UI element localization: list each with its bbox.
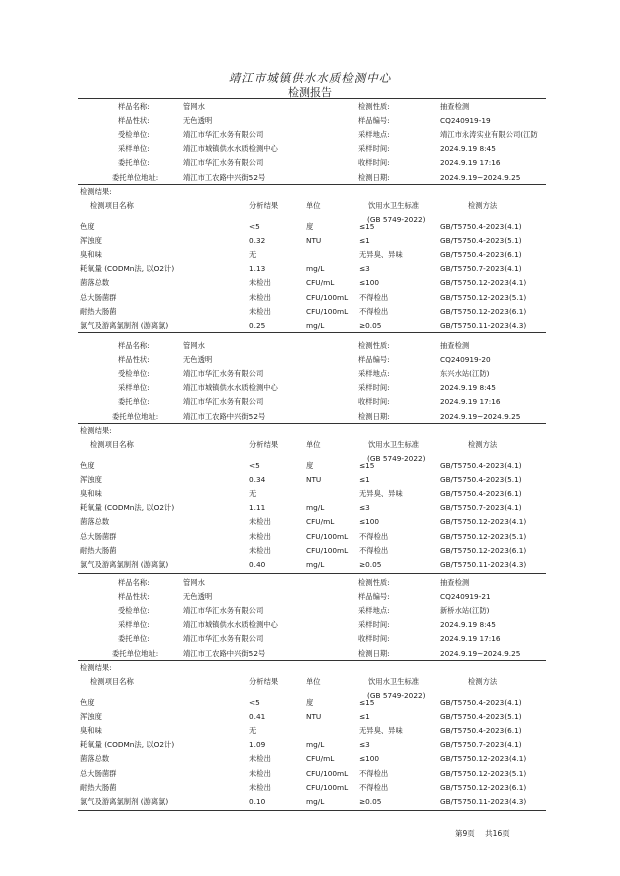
cell-standard: 不得检出 bbox=[359, 531, 389, 541]
cell-unit: CFU/100mL bbox=[306, 545, 349, 555]
table-row bbox=[0, 305, 620, 319]
field-label: 收样时间: bbox=[358, 158, 390, 168]
field-label: 样品名称: bbox=[118, 102, 150, 111]
info-row bbox=[0, 367, 620, 381]
header-method: 检测方法 bbox=[468, 200, 498, 210]
cell-unit: CFU/mL bbox=[306, 754, 335, 764]
header-item: 检测项目名称 bbox=[90, 200, 134, 210]
block-end-divider bbox=[78, 332, 546, 333]
cell-unit: NTU bbox=[306, 474, 322, 484]
page-number: 第9页 bbox=[455, 829, 475, 838]
cell-standard: ≤100 bbox=[359, 278, 380, 288]
cell-method: GB/T5750.12-2023(4.1) bbox=[440, 517, 527, 527]
table-header-row bbox=[0, 675, 620, 689]
cell-result: 1.11 bbox=[249, 503, 266, 513]
cell-standard: 不得检出 bbox=[359, 782, 389, 792]
field-value: 2024.9.19 17:16 bbox=[440, 158, 501, 168]
field-label: 收样时间: bbox=[358, 634, 390, 644]
cell-standard: 不得检出 bbox=[359, 306, 389, 316]
info-row bbox=[0, 647, 620, 661]
cell-method: GB/T5750.12-2023(4.1) bbox=[440, 754, 527, 764]
cell-item: 臭和味 bbox=[80, 488, 102, 498]
field-label: 受检单位: bbox=[118, 130, 150, 140]
cell-item: 菌落总数 bbox=[80, 517, 110, 527]
cell-standard: 不得检出 bbox=[359, 292, 389, 302]
field-label: 采样时间: bbox=[358, 144, 390, 154]
header-unit: 单位 bbox=[306, 200, 321, 210]
cell-result: 0.34 bbox=[249, 474, 266, 484]
field-value: 靖江市华汇水务有限公司 bbox=[183, 130, 264, 140]
cell-result: 未检出 bbox=[249, 768, 271, 778]
field-value: 靖江市工农路中兴街52号 bbox=[183, 172, 266, 182]
table-row bbox=[0, 276, 620, 290]
field-label: 样品编号: bbox=[358, 116, 390, 126]
cell-result: 未检出 bbox=[249, 292, 271, 302]
field-value: 靖江市华汇水务有限公司 bbox=[183, 606, 264, 616]
cell-item: 浑浊度 bbox=[80, 235, 102, 245]
field-value: 2024.9.19 17:16 bbox=[440, 397, 501, 407]
info-row bbox=[0, 632, 620, 646]
cell-method: GB/T5750.7-2023(4.1) bbox=[440, 740, 522, 750]
cell-unit: NTU bbox=[306, 235, 322, 245]
cell-result: 1.09 bbox=[249, 740, 266, 750]
cell-standard: ≥0.05 bbox=[359, 320, 382, 330]
cell-result: <5 bbox=[249, 221, 260, 231]
cell-item: 臭和味 bbox=[80, 249, 102, 259]
field-value: CQ240919-19 bbox=[440, 116, 491, 126]
table-row bbox=[0, 234, 620, 248]
field-label: 样品性状: bbox=[118, 116, 150, 126]
cell-item: 臭和味 bbox=[80, 725, 102, 735]
table-row bbox=[0, 473, 620, 487]
field-label: 采样地点: bbox=[358, 606, 390, 616]
cell-result: 0.41 bbox=[249, 711, 266, 721]
cell-result: 未检出 bbox=[249, 531, 271, 541]
field-label: 委托单位: bbox=[118, 397, 150, 407]
field-label: 受检单位: bbox=[118, 606, 150, 616]
cell-method: GB/T5750.4-2023(5.1) bbox=[440, 474, 522, 484]
cell-unit: mg/L bbox=[306, 264, 325, 274]
cell-item: 菌落总数 bbox=[80, 278, 110, 288]
field-value: 2024.9.19~2024.9.25 bbox=[440, 172, 521, 182]
table-row bbox=[0, 248, 620, 262]
table-row bbox=[0, 752, 620, 766]
cell-item: 色度 bbox=[80, 221, 95, 231]
results-label-row bbox=[0, 661, 620, 675]
cell-result: 未检出 bbox=[249, 754, 271, 764]
field-label: 样品编号: bbox=[358, 355, 390, 365]
field-label: 委托单位地址: bbox=[112, 648, 159, 658]
organization-name: 靖江市城镇供水水质检测中心 bbox=[228, 71, 392, 85]
field-value: 管网水 bbox=[183, 578, 205, 587]
field-value: 管网水 bbox=[183, 341, 205, 350]
cell-standard: ≤15 bbox=[359, 221, 375, 231]
cell-method: GB/T5750.4-2023(6.1) bbox=[440, 249, 522, 259]
header-item: 检测项目名称 bbox=[90, 439, 134, 449]
cell-result: 无 bbox=[249, 249, 257, 259]
cell-result: 未检出 bbox=[249, 517, 271, 527]
cell-method: GB/T5750.4-2023(5.1) bbox=[440, 235, 522, 245]
field-value: 靖江市工农路中兴街52号 bbox=[183, 648, 266, 658]
report-title: 检测报告 bbox=[288, 86, 332, 99]
info-row bbox=[0, 576, 620, 590]
header-result: 分析结果 bbox=[249, 439, 279, 449]
cell-unit: mg/L bbox=[306, 320, 325, 330]
field-value: 新桥水站(江防) bbox=[440, 606, 490, 616]
page-footer bbox=[455, 828, 518, 839]
field-label: 委托单位地址: bbox=[112, 172, 159, 182]
cell-unit: mg/L bbox=[306, 559, 325, 569]
table-row bbox=[0, 220, 620, 234]
block-end-divider bbox=[78, 573, 546, 574]
cell-standard: ≤100 bbox=[359, 517, 380, 527]
cell-unit: NTU bbox=[306, 711, 322, 721]
field-value: 靖江市华汇水务有限公司 bbox=[183, 397, 264, 407]
table-row bbox=[0, 724, 620, 738]
cell-method: GB/T5750.4-2023(4.1) bbox=[440, 460, 522, 470]
cell-item: 耐热大肠菌 bbox=[80, 306, 117, 316]
cell-standard: 不得检出 bbox=[359, 768, 389, 778]
field-label: 检测性质: bbox=[358, 341, 390, 350]
cell-method: GB/T5750.11-2023(4.3) bbox=[440, 559, 527, 569]
field-label: 样品性状: bbox=[118, 592, 150, 602]
cell-unit: CFU/100mL bbox=[306, 782, 349, 792]
cell-item: 色度 bbox=[80, 460, 95, 470]
field-label: 委托单位地址: bbox=[112, 411, 159, 421]
cell-unit: mg/L bbox=[306, 503, 325, 513]
info-row bbox=[0, 604, 620, 618]
cell-unit: CFU/100mL bbox=[306, 768, 349, 778]
info-row bbox=[0, 618, 620, 632]
results-label-row bbox=[0, 424, 620, 438]
field-label: 检测性质: bbox=[358, 578, 390, 587]
field-value: 2024.9.19 17:16 bbox=[440, 634, 501, 644]
cell-result: 0.40 bbox=[249, 559, 266, 569]
field-label: 样品名称: bbox=[118, 341, 150, 350]
info-row bbox=[0, 114, 620, 128]
header-standard-code: (GB 5749-2022) bbox=[367, 214, 426, 224]
cell-item: 耗氧量 (CODMn法, 以O2计) bbox=[80, 503, 175, 513]
field-value: CQ240919-20 bbox=[440, 355, 491, 365]
cell-standard: ≤1 bbox=[359, 474, 370, 484]
header-standard-code: (GB 5749-2022) bbox=[367, 690, 426, 700]
field-label: 委托单位: bbox=[118, 158, 150, 168]
sample-block bbox=[0, 576, 620, 812]
results-label-row bbox=[0, 185, 620, 199]
cell-unit: CFU/100mL bbox=[306, 306, 349, 316]
table-row bbox=[0, 558, 620, 572]
header-standard: 饮用水卫生标准 bbox=[368, 200, 420, 210]
field-value: 抽查检测 bbox=[440, 102, 470, 111]
header-result: 分析结果 bbox=[249, 200, 279, 210]
cell-standard: ≤3 bbox=[359, 264, 370, 274]
field-label: 收样时间: bbox=[358, 397, 390, 407]
cell-standard: 不得检出 bbox=[359, 545, 389, 555]
header-divider bbox=[78, 98, 546, 99]
cell-unit: CFU/mL bbox=[306, 278, 335, 288]
cell-method: GB/T5750.12-2023(5.1) bbox=[440, 531, 527, 541]
field-value: 靖江市华汇水务有限公司 bbox=[183, 369, 264, 379]
table-header-row bbox=[0, 199, 620, 213]
field-label: 采样单位: bbox=[118, 620, 150, 630]
cell-item: 浑浊度 bbox=[80, 474, 102, 484]
header-result: 分析结果 bbox=[249, 676, 279, 686]
cell-method: GB/T5750.4-2023(5.1) bbox=[440, 711, 522, 721]
field-label: 采样时间: bbox=[358, 383, 390, 393]
field-value: 抽查检测 bbox=[440, 341, 470, 350]
info-row bbox=[0, 410, 620, 424]
cell-unit: 度 bbox=[306, 697, 314, 707]
field-label: 采样地点: bbox=[358, 369, 390, 379]
field-label: 样品名称: bbox=[118, 578, 150, 587]
header-unit: 单位 bbox=[306, 676, 321, 686]
cell-standard: ≤3 bbox=[359, 740, 370, 750]
cell-unit: 度 bbox=[306, 221, 314, 231]
cell-standard: ≤100 bbox=[359, 754, 380, 764]
cell-unit: CFU/100mL bbox=[306, 531, 349, 541]
cell-item: 耐热大肠菌 bbox=[80, 545, 117, 555]
table-row bbox=[0, 515, 620, 529]
cell-standard: ≤1 bbox=[359, 235, 370, 245]
info-row bbox=[0, 100, 620, 114]
cell-item: 氯气及游离氯制剂 (游离氯) bbox=[80, 796, 169, 806]
cell-method: GB/T5750.12-2023(6.1) bbox=[440, 306, 527, 316]
field-label: 样品编号: bbox=[358, 592, 390, 602]
field-value: 东兴水站(江防) bbox=[440, 369, 490, 379]
field-label: 检测日期: bbox=[358, 411, 390, 421]
table-row bbox=[0, 530, 620, 544]
field-label: 采样地点: bbox=[358, 130, 390, 140]
table-row bbox=[0, 795, 620, 809]
field-label: 检测日期: bbox=[358, 172, 390, 182]
table-row bbox=[0, 710, 620, 724]
field-value: 靖江市城镇供水水质检测中心 bbox=[183, 383, 278, 393]
cell-method: GB/T5750.4-2023(4.1) bbox=[440, 697, 522, 707]
cell-item: 菌落总数 bbox=[80, 754, 110, 764]
cell-item: 耐热大肠菌 bbox=[80, 782, 117, 792]
cell-method: GB/T5750.4-2023(4.1) bbox=[440, 221, 522, 231]
field-value: 2024.9.19 8:45 bbox=[440, 383, 496, 393]
cell-method: GB/T5750.11-2023(4.3) bbox=[440, 796, 527, 806]
cell-result: 1.13 bbox=[249, 264, 266, 274]
info-row bbox=[0, 156, 620, 170]
header-method: 检测方法 bbox=[468, 676, 498, 686]
table-row bbox=[0, 781, 620, 795]
page-total: 共16页 bbox=[485, 829, 510, 838]
table-row bbox=[0, 544, 620, 558]
field-label: 委托单位: bbox=[118, 634, 150, 644]
cell-method: GB/T5750.12-2023(4.1) bbox=[440, 278, 527, 288]
field-value: 2024.9.19~2024.9.25 bbox=[440, 411, 521, 421]
cell-result: 无 bbox=[249, 488, 257, 498]
cell-method: GB/T5750.7-2023(4.1) bbox=[440, 503, 522, 513]
field-value: 无色透明 bbox=[183, 116, 213, 126]
cell-standard: ≥0.05 bbox=[359, 559, 382, 569]
header-item: 检测项目名称 bbox=[90, 676, 134, 686]
info-row bbox=[0, 171, 620, 185]
cell-result: 未检出 bbox=[249, 545, 271, 555]
cell-method: GB/T5750.4-2023(6.1) bbox=[440, 488, 522, 498]
table-row bbox=[0, 291, 620, 305]
block-end-divider bbox=[78, 810, 546, 811]
cell-result: 0.32 bbox=[249, 235, 266, 245]
cell-standard: ≤3 bbox=[359, 503, 370, 513]
table-row bbox=[0, 487, 620, 501]
field-value: 靖江市城镇供水水质检测中心 bbox=[183, 620, 278, 630]
info-row bbox=[0, 142, 620, 156]
cell-result: 0.10 bbox=[249, 796, 266, 806]
table-row bbox=[0, 767, 620, 781]
table-header-row bbox=[0, 438, 620, 452]
field-label: 受检单位: bbox=[118, 369, 150, 379]
field-value: 靖江市工农路中兴街52号 bbox=[183, 411, 266, 421]
field-label: 采样单位: bbox=[118, 144, 150, 154]
field-label: 检测性质: bbox=[358, 102, 390, 111]
cell-item: 耗氧量 (CODMn法, 以O2计) bbox=[80, 740, 175, 750]
cell-item: 浑浊度 bbox=[80, 711, 102, 721]
field-value: CQ240919-21 bbox=[440, 592, 491, 602]
cell-item: 色度 bbox=[80, 697, 95, 707]
header-method: 检测方法 bbox=[468, 439, 498, 449]
cell-result: 未检出 bbox=[249, 278, 271, 288]
field-value: 靖江市城镇供水水质检测中心 bbox=[183, 144, 278, 154]
cell-method: GB/T5750.7-2023(4.1) bbox=[440, 264, 522, 274]
cell-result: 未检出 bbox=[249, 782, 271, 792]
cell-unit: mg/L bbox=[306, 740, 325, 750]
header-standard-code: (GB 5749-2022) bbox=[367, 453, 426, 463]
cell-item: 总大肠菌群 bbox=[80, 531, 117, 541]
sample-block bbox=[0, 339, 620, 575]
sample-block bbox=[0, 100, 620, 336]
header-standard: 饮用水卫生标准 bbox=[368, 439, 420, 449]
cell-standard: ≤15 bbox=[359, 460, 375, 470]
table-row bbox=[0, 696, 620, 710]
cell-standard: 无异臭、异味 bbox=[359, 488, 403, 498]
field-value: 2024.9.19~2024.9.25 bbox=[440, 648, 521, 658]
info-row bbox=[0, 128, 620, 142]
cell-item: 氯气及游离氯制剂 (游离氯) bbox=[80, 320, 169, 330]
cell-standard: ≤1 bbox=[359, 711, 370, 721]
cell-item: 耗氧量 (CODMn法, 以O2计) bbox=[80, 264, 175, 274]
field-label: 样品性状: bbox=[118, 355, 150, 365]
cell-method: GB/T5750.12-2023(5.1) bbox=[440, 768, 527, 778]
info-row bbox=[0, 590, 620, 604]
field-value: 靖江市华汇水务有限公司 bbox=[183, 634, 264, 644]
cell-standard: ≤15 bbox=[359, 697, 375, 707]
field-value: 无色透明 bbox=[183, 355, 213, 365]
cell-unit: CFU/100mL bbox=[306, 292, 349, 302]
field-label: 检测日期: bbox=[358, 648, 390, 658]
cell-method: GB/T5750.11-2023(4.3) bbox=[440, 320, 527, 330]
field-value: 2024.9.19 8:45 bbox=[440, 144, 496, 154]
cell-method: GB/T5750.12-2023(6.1) bbox=[440, 782, 527, 792]
cell-item: 氯气及游离氯制剂 (游离氯) bbox=[80, 559, 169, 569]
cell-standard: ≥0.05 bbox=[359, 796, 382, 806]
field-value: 靖江市永涛实业有限公司(江防 bbox=[440, 130, 538, 140]
table-row bbox=[0, 262, 620, 276]
field-label: 采样时间: bbox=[358, 620, 390, 630]
cell-method: GB/T5750.4-2023(6.1) bbox=[440, 725, 522, 735]
field-value: 管网水 bbox=[183, 102, 205, 111]
cell-method: GB/T5750.12-2023(5.1) bbox=[440, 292, 527, 302]
field-label: 采样单位: bbox=[118, 383, 150, 393]
cell-item: 总大肠菌群 bbox=[80, 292, 117, 302]
cell-result: 未检出 bbox=[249, 306, 271, 316]
cell-unit: 度 bbox=[306, 460, 314, 470]
table-row bbox=[0, 738, 620, 752]
cell-method: GB/T5750.12-2023(6.1) bbox=[440, 545, 527, 555]
cell-standard: 无异臭、异味 bbox=[359, 725, 403, 735]
field-value: 2024.9.19 8:45 bbox=[440, 620, 496, 630]
cell-unit: mg/L bbox=[306, 796, 325, 806]
cell-item: 总大肠菌群 bbox=[80, 768, 117, 778]
table-row bbox=[0, 319, 620, 333]
cell-result: 无 bbox=[249, 725, 257, 735]
field-value: 无色透明 bbox=[183, 592, 213, 602]
cell-unit: CFU/mL bbox=[306, 517, 335, 527]
info-row bbox=[0, 339, 620, 353]
info-row bbox=[0, 353, 620, 367]
table-row bbox=[0, 501, 620, 515]
results-label: 检测结果: bbox=[80, 662, 112, 672]
cell-result: <5 bbox=[249, 460, 260, 470]
table-row bbox=[0, 459, 620, 473]
cell-standard: 无异臭、异味 bbox=[359, 249, 403, 259]
info-row bbox=[0, 395, 620, 409]
header-unit: 单位 bbox=[306, 439, 321, 449]
results-label: 检测结果: bbox=[80, 425, 112, 435]
info-row bbox=[0, 381, 620, 395]
results-label: 检测结果: bbox=[80, 186, 112, 196]
cell-result: <5 bbox=[249, 697, 260, 707]
cell-result: 0.25 bbox=[249, 320, 266, 330]
header-standard: 饮用水卫生标准 bbox=[368, 676, 420, 686]
field-value: 抽查检测 bbox=[440, 578, 470, 587]
field-value: 靖江市华汇水务有限公司 bbox=[183, 158, 264, 168]
